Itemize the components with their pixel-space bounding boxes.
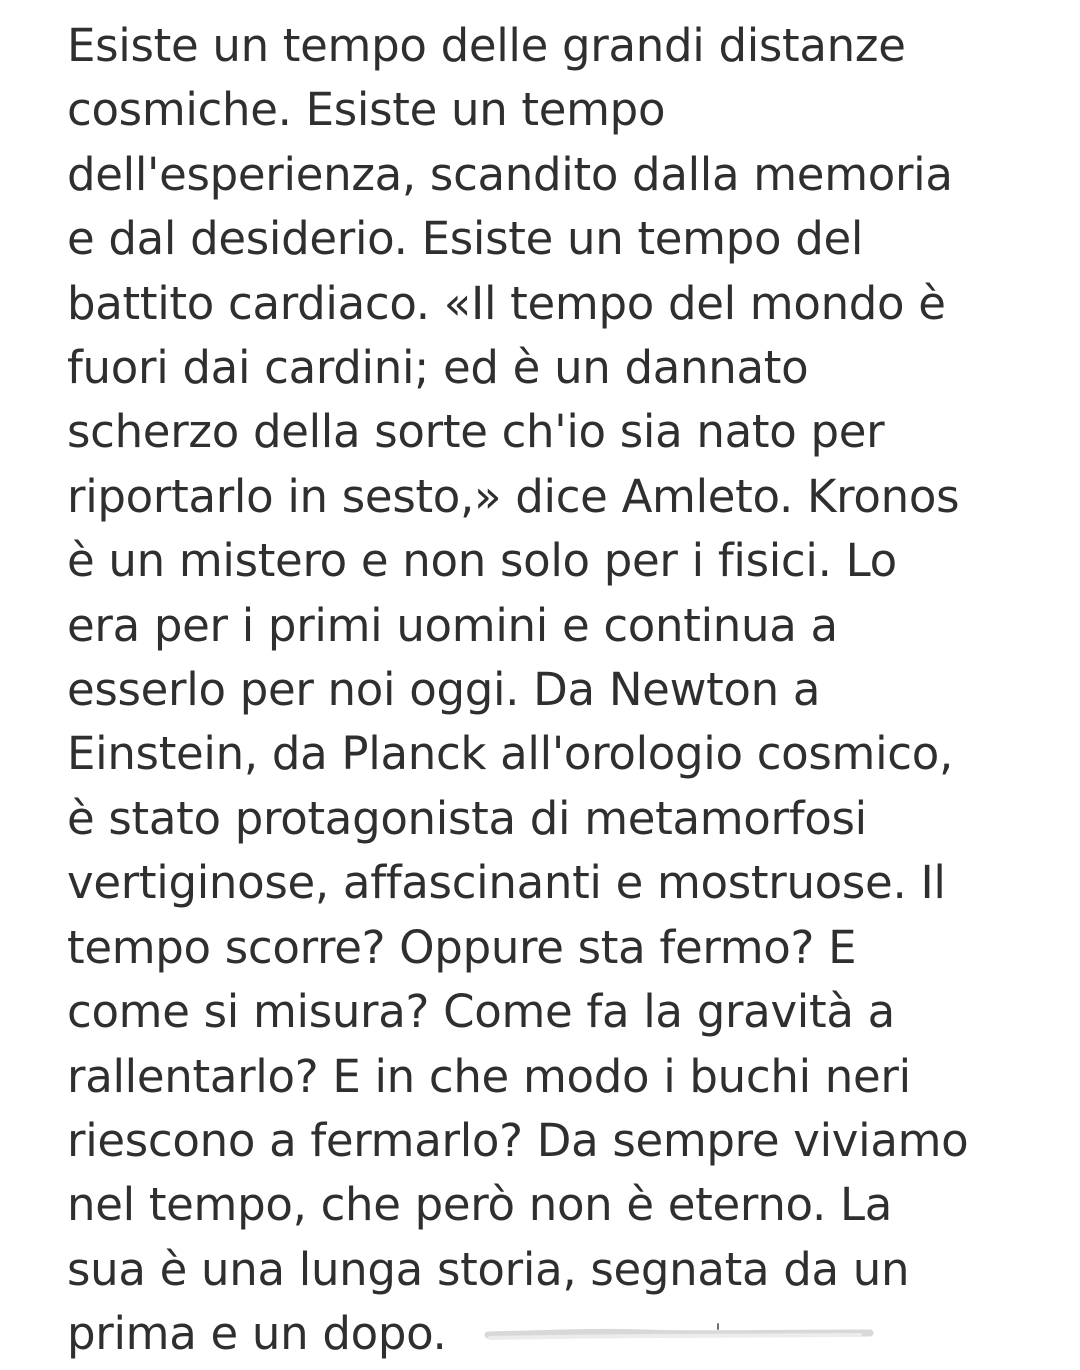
text-line: è stato protagonista di metamorfosi — [67, 791, 867, 845]
text-line: fuori dai cardini; ed è un dannato — [67, 341, 809, 395]
text-line: riportarlo in sesto,» dice Amleto. Kronos — [67, 469, 960, 523]
text-line: Esiste un tempo delle grandi distanze — [67, 19, 906, 72]
text-line: dell'esperienza, scandito dalla memoria — [67, 147, 953, 201]
text-line: era per i primi uomini e continua a — [67, 598, 838, 652]
paragraph — [67, 14, 1057, 1367]
text-line: e dal desiderio. Esiste un tempo del — [67, 212, 864, 266]
selection-smudge — [480, 1318, 880, 1348]
text-line: vertiginose, affascinanti e mostruose. Il — [67, 856, 946, 910]
text-line: scherzo della sorte ch'io sia nato per — [67, 405, 885, 459]
text-line: battito cardiaco. «Il tempo del mondo è — [67, 276, 946, 330]
text-line: sua è una lunga storia, segnata da un — [67, 1242, 910, 1296]
text-line: esserlo per noi oggi. Da Newton a — [67, 663, 821, 717]
text-line: riescono a fermarlo? Da sempre viviamo — [67, 1113, 969, 1167]
text-line: nel tempo, che però non è eterno. La — [67, 1178, 893, 1232]
text-line: Einstein, da Planck all'orologio cosmico, — [67, 727, 953, 781]
text-line: cosmiche. Esiste un tempo — [67, 83, 666, 137]
text-line: rallentarlo? E in che modo i buchi neri — [67, 1049, 911, 1103]
text-line: prima e un dopo. — [67, 1307, 447, 1361]
text-line: come si misura? Come fa la gravità a — [67, 985, 895, 1039]
text-line: è un mistero e non solo per i fisici. Lo — [67, 534, 897, 588]
text-line: tempo scorre? Oppure sta fermo? E — [67, 920, 857, 974]
